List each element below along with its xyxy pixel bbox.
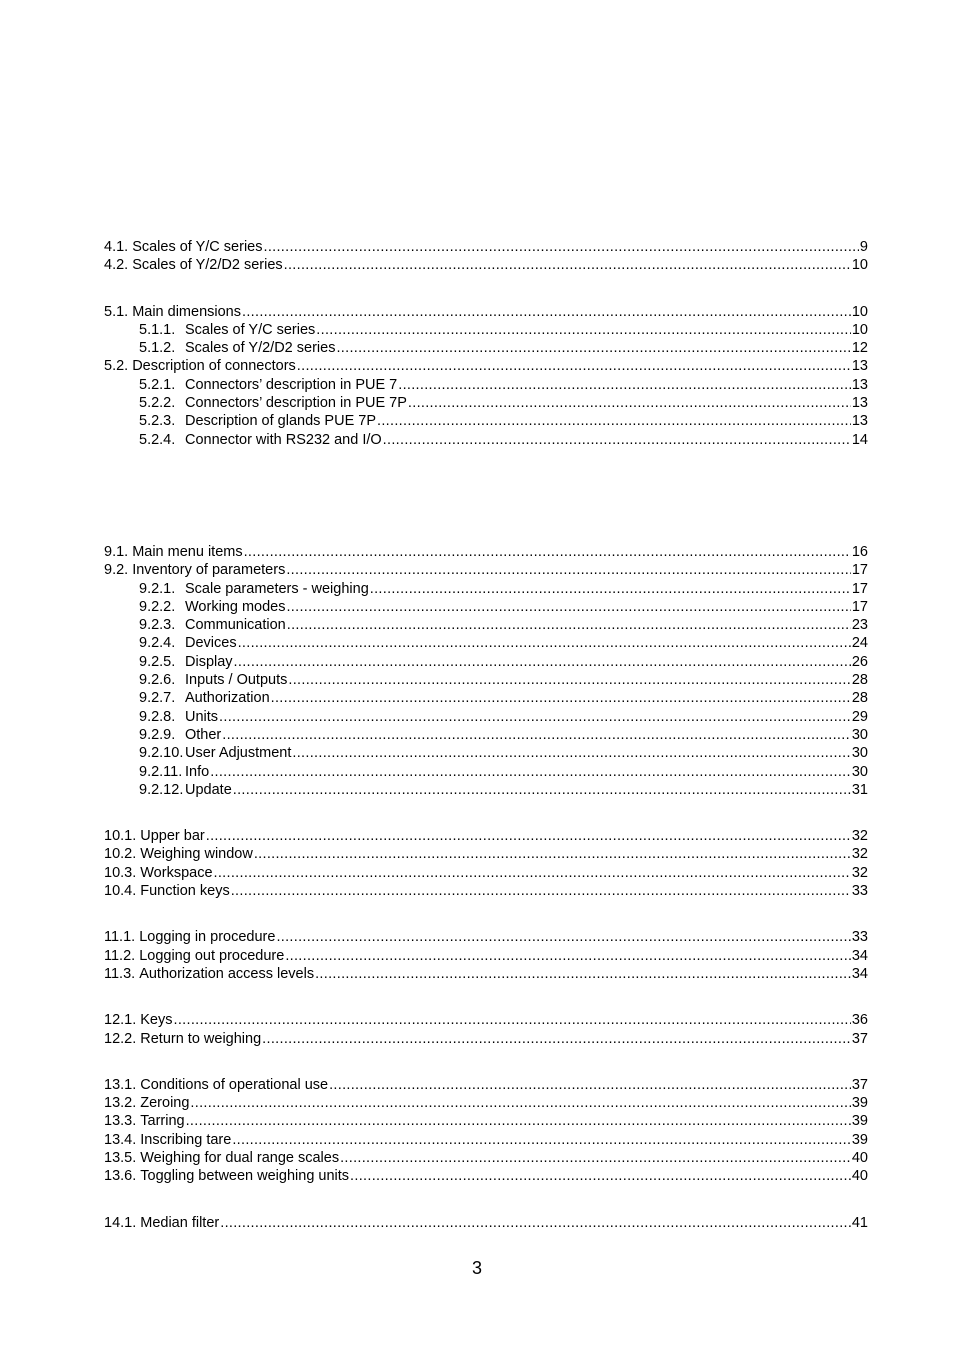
toc-entry-number: 13.3. (104, 1113, 137, 1130)
toc-entry[interactable] (104, 726, 868, 744)
toc-entry[interactable] (104, 965, 868, 983)
toc-entry-number: 9.2.11. (139, 763, 183, 780)
toc-entry[interactable] (104, 321, 868, 339)
toc-entry-title: Authorization access levels (139, 965, 315, 982)
toc-entry-page: 13 (851, 395, 868, 412)
toc-entry[interactable] (104, 1094, 868, 1112)
toc-entry[interactable] (104, 598, 868, 616)
toc-entry-page: 32 (851, 828, 868, 845)
toc-entry[interactable] (104, 303, 868, 321)
toc-entry-title: Communication (185, 617, 286, 634)
toc-entry[interactable] (104, 238, 868, 256)
toc-dot-leader (262, 1030, 851, 1048)
toc-entry-page: 30 (851, 745, 868, 762)
toc-entry-number: 10.2. (104, 846, 137, 863)
toc-entry-title: Connectors’ description in PUE 7 (185, 376, 398, 393)
toc-entry-number: 9.2.3. (139, 617, 176, 634)
toc-entry-page: 37 (851, 1076, 868, 1093)
toc-entry[interactable] (104, 1030, 868, 1048)
toc-entry-number: 5.2.2. (139, 395, 176, 412)
toc-entry-title: Return to weighing (140, 1030, 262, 1047)
toc-group (104, 1011, 868, 1048)
toc-entry-page: 13 (851, 413, 868, 430)
toc-entry[interactable] (104, 1112, 868, 1130)
table-of-contents (104, 238, 868, 1232)
toc-entry[interactable] (104, 689, 868, 707)
toc-dot-leader (219, 708, 851, 726)
toc-entry-page: 31 (851, 781, 868, 798)
toc-entry[interactable] (104, 744, 868, 762)
toc-group (104, 303, 868, 449)
toc-entry[interactable] (104, 1214, 868, 1232)
toc-entry[interactable] (104, 845, 868, 863)
toc-dot-leader (214, 864, 851, 882)
toc-dot-leader (287, 616, 851, 634)
toc-entry-page: 13 (851, 358, 868, 375)
toc-entry-title: Zeroing (140, 1095, 190, 1112)
toc-dot-leader (329, 1076, 851, 1094)
toc-entry-title: Other (185, 726, 222, 743)
toc-entry-page: 39 (851, 1131, 868, 1148)
toc-entry-number: 9.2. (104, 562, 129, 579)
toc-entry-page: 33 (851, 883, 868, 900)
toc-entry-page: 28 (851, 690, 868, 707)
toc-entry-number: 4.2. (104, 257, 129, 274)
toc-dot-leader (263, 238, 858, 256)
toc-entry-title: Function keys (140, 883, 230, 900)
toc-entry-title: Authorization (185, 690, 270, 707)
toc-entry-page: 39 (851, 1113, 868, 1130)
toc-group (104, 928, 868, 983)
toc-entry-number: 5.1.1. (139, 321, 176, 338)
toc-entry[interactable] (104, 561, 868, 579)
toc-entry-number: 5.2.3. (139, 413, 176, 430)
toc-entry[interactable] (104, 376, 868, 394)
toc-entry[interactable] (104, 394, 868, 412)
toc-dot-leader (288, 671, 850, 689)
toc-entry-page: 32 (851, 846, 868, 863)
toc-entry-number: 9.2.9. (139, 726, 176, 743)
toc-entry-page: 40 (851, 1168, 868, 1185)
toc-entry-number: 9.2.5. (139, 653, 176, 670)
toc-entry-page: 13 (851, 376, 868, 393)
toc-entry[interactable] (104, 928, 868, 946)
toc-entry[interactable] (104, 708, 868, 726)
toc-dot-leader (234, 653, 851, 671)
toc-entry-page: 34 (851, 947, 868, 964)
toc-entry[interactable] (104, 357, 868, 375)
toc-entry-title: Logging out procedure (139, 947, 285, 964)
toc-entry-page: 26 (851, 653, 868, 670)
toc-entry-number: 9.2.8. (139, 708, 176, 725)
toc-entry[interactable] (104, 256, 868, 274)
toc-entry-title: Weighing for dual range scales (140, 1149, 340, 1166)
toc-dot-leader (242, 303, 851, 321)
toc-dot-leader (238, 634, 851, 652)
toc-dot-leader (336, 339, 850, 357)
toc-dot-leader (206, 827, 851, 845)
toc-entry-number: 13.5. (104, 1149, 137, 1166)
toc-entry-title: Description of glands PUE 7P (185, 413, 377, 430)
toc-group (104, 1076, 868, 1186)
toc-entry-title: Working modes (185, 598, 286, 615)
toc-entry[interactable] (104, 1011, 868, 1029)
toc-dot-leader (398, 376, 851, 394)
toc-entry-number: 13.4. (104, 1131, 137, 1148)
toc-entry-number: 9.2.4. (139, 635, 176, 652)
toc-entry-number: 5.1.2. (139, 340, 176, 357)
toc-entry[interactable] (104, 1149, 868, 1167)
toc-entry-number: 9.2.10. (139, 745, 184, 762)
toc-dot-leader (286, 598, 850, 616)
toc-entry-title: Display (185, 653, 233, 670)
toc-entry-page: 17 (851, 562, 868, 579)
toc-dot-leader (271, 689, 851, 707)
toc-entry-number: 9.2.12. (139, 781, 184, 798)
toc-entry-number: 5.2. (104, 358, 129, 375)
toc-entry-page: 32 (851, 864, 868, 881)
toc-entry[interactable] (104, 763, 868, 781)
toc-entry-title: Logging in procedure (139, 929, 276, 946)
toc-entry-number: 10.3. (104, 864, 137, 881)
toc-entry-page: 10 (851, 303, 868, 320)
toc-entry-page: 17 (851, 580, 868, 597)
toc-entry-page: 10 (851, 321, 868, 338)
toc-entry-page: 33 (851, 929, 868, 946)
toc-entry-page: 34 (851, 965, 868, 982)
toc-entry-number: 10.4. (104, 883, 137, 900)
toc-entry-title: Connector with RS232 and I/O (185, 431, 382, 448)
toc-entry[interactable] (104, 431, 868, 449)
toc-entry-page: 37 (851, 1030, 868, 1047)
toc-entry-number: 9.1. (104, 543, 129, 560)
toc-dot-leader (244, 543, 851, 561)
toc-entry-title: Scales of Y/C series (132, 239, 263, 255)
toc-entry-number: 13.1. (104, 1076, 137, 1093)
toc-entry-title: Workspace (140, 864, 213, 881)
toc-dot-leader (232, 1131, 851, 1149)
toc-dot-leader (286, 561, 851, 579)
toc-entry[interactable] (104, 412, 868, 430)
toc-entry-title: Upper bar (140, 828, 205, 845)
toc-entry[interactable] (104, 671, 868, 689)
toc-entry[interactable] (104, 543, 868, 561)
toc-dot-leader (186, 1112, 851, 1130)
toc-dot-leader (340, 1149, 851, 1167)
toc-entry-title: Connectors’ description in PUE 7P (185, 395, 407, 412)
toc-entry-page: 30 (851, 763, 868, 780)
toc-entry-number: 13.6. (104, 1168, 137, 1185)
toc-entry-page: 12 (851, 340, 868, 357)
toc-entry-number: 10.1. (104, 828, 137, 845)
toc-entry-page: 36 (851, 1012, 868, 1029)
toc-entry-title: Scales of Y/2/D2 series (185, 340, 336, 357)
toc-entry[interactable] (104, 634, 868, 652)
toc-entry[interactable] (104, 882, 868, 900)
toc-entry-title: Info (185, 763, 210, 780)
toc-entry[interactable] (104, 616, 868, 634)
toc-group (104, 238, 868, 275)
toc-entry-number: 5.2.4. (139, 431, 176, 448)
toc-dot-leader (284, 256, 851, 274)
toc-entry[interactable] (104, 864, 868, 882)
toc-dot-leader (383, 431, 851, 449)
toc-entry-number: 11.1. (104, 929, 136, 946)
toc-entry-title: Description of connectors (132, 358, 296, 375)
toc-group (104, 543, 868, 799)
toc-entry[interactable] (104, 947, 868, 965)
toc-entry[interactable] (104, 1167, 868, 1185)
toc-dot-leader (315, 965, 851, 983)
toc-entry-number: 9.2.2. (139, 598, 176, 615)
toc-entry-page: 30 (851, 726, 868, 743)
toc-entry-title: Median filter (140, 1214, 220, 1231)
toc-entry-page: 14 (851, 431, 868, 448)
toc-entry-page: 17 (851, 598, 868, 615)
toc-dot-leader (222, 726, 851, 744)
toc-dot-leader (254, 845, 851, 863)
toc-entry-title: Update (185, 781, 232, 798)
toc-entry-number: 9.2.6. (139, 672, 176, 689)
toc-entry-number: 9.2.7. (139, 690, 176, 707)
toc-dot-leader (408, 394, 851, 412)
toc-entry-page: 16 (851, 543, 868, 560)
toc-entry[interactable] (104, 653, 868, 671)
page-number: 3 (471, 1258, 482, 1278)
toc-group (104, 1214, 868, 1232)
toc-entry-title: Main dimensions (132, 303, 241, 320)
toc-entry-title: Tarring (140, 1113, 185, 1130)
toc-dot-leader (370, 580, 851, 598)
toc-entry-title: Inventory of parameters (132, 562, 286, 579)
toc-entry-page: 23 (851, 617, 868, 634)
toc-entry-title: Main menu items (132, 543, 243, 560)
toc-entry-number: 11.3. (104, 965, 136, 982)
toc-entry-page: 40 (851, 1149, 868, 1166)
toc-entry-title: Weighing window (140, 846, 253, 863)
toc-entry-number: 5.1. (104, 303, 129, 320)
toc-entry-title: Scale parameters - weighing (185, 580, 369, 597)
toc-dot-leader (233, 781, 851, 799)
toc-entry-number: 13.2. (104, 1095, 137, 1112)
toc-dot-leader (350, 1167, 851, 1185)
toc-entry[interactable] (104, 1131, 868, 1149)
toc-entry-title: Keys (140, 1012, 173, 1029)
toc-dot-leader (220, 1214, 851, 1232)
toc-entry[interactable] (104, 1076, 868, 1094)
toc-entry-page: 41 (851, 1214, 868, 1231)
toc-entry-number: 4.1. (104, 239, 129, 255)
toc-entry-page: 39 (851, 1095, 868, 1112)
toc-dot-leader (297, 357, 851, 375)
toc-dot-leader (231, 882, 851, 900)
toc-dot-leader (174, 1011, 851, 1029)
toc-entry-title: Inputs / Outputs (185, 672, 288, 689)
toc-entry-number: 11.2. (104, 947, 136, 964)
toc-entry-title: Scales of Y/2/D2 series (132, 257, 283, 274)
toc-entry[interactable] (104, 827, 868, 845)
toc-entry[interactable] (104, 580, 868, 598)
toc-dot-leader (292, 744, 850, 762)
toc-entry-title: Conditions of operational use (140, 1076, 329, 1093)
toc-dot-leader (276, 928, 850, 946)
toc-entry-title: Units (185, 708, 219, 725)
toc-dot-leader (285, 947, 851, 965)
toc-entry-number: 12.2. (104, 1030, 137, 1047)
toc-dot-leader (377, 412, 851, 430)
toc-entry-title: Toggling between weighing units (140, 1168, 350, 1185)
toc-entry-number: 9.2.1. (139, 580, 176, 597)
toc-entry-page: 24 (851, 635, 868, 652)
toc-entry-number: 14.1. (104, 1214, 137, 1231)
toc-entry-title: Inscribing tare (140, 1131, 232, 1148)
toc-entry-page: 9 (859, 239, 868, 255)
toc-entry-title: Scales of Y/C series (185, 321, 316, 338)
toc-entry-title: Devices (185, 635, 237, 652)
toc-entry-title: User Adjustment (185, 745, 292, 762)
toc-dot-leader (190, 1094, 850, 1112)
toc-entry[interactable] (104, 339, 868, 357)
toc-dot-leader (316, 321, 851, 339)
toc-entry-page: 29 (851, 708, 868, 725)
toc-entry[interactable] (104, 781, 868, 799)
toc-group (104, 827, 868, 900)
toc-entry-page: 10 (851, 257, 868, 274)
toc-entry-page: 28 (851, 672, 868, 689)
toc-dot-leader (210, 763, 851, 781)
toc-entry-number: 5.2.1. (139, 376, 176, 393)
toc-entry-number: 12.1. (104, 1012, 137, 1029)
